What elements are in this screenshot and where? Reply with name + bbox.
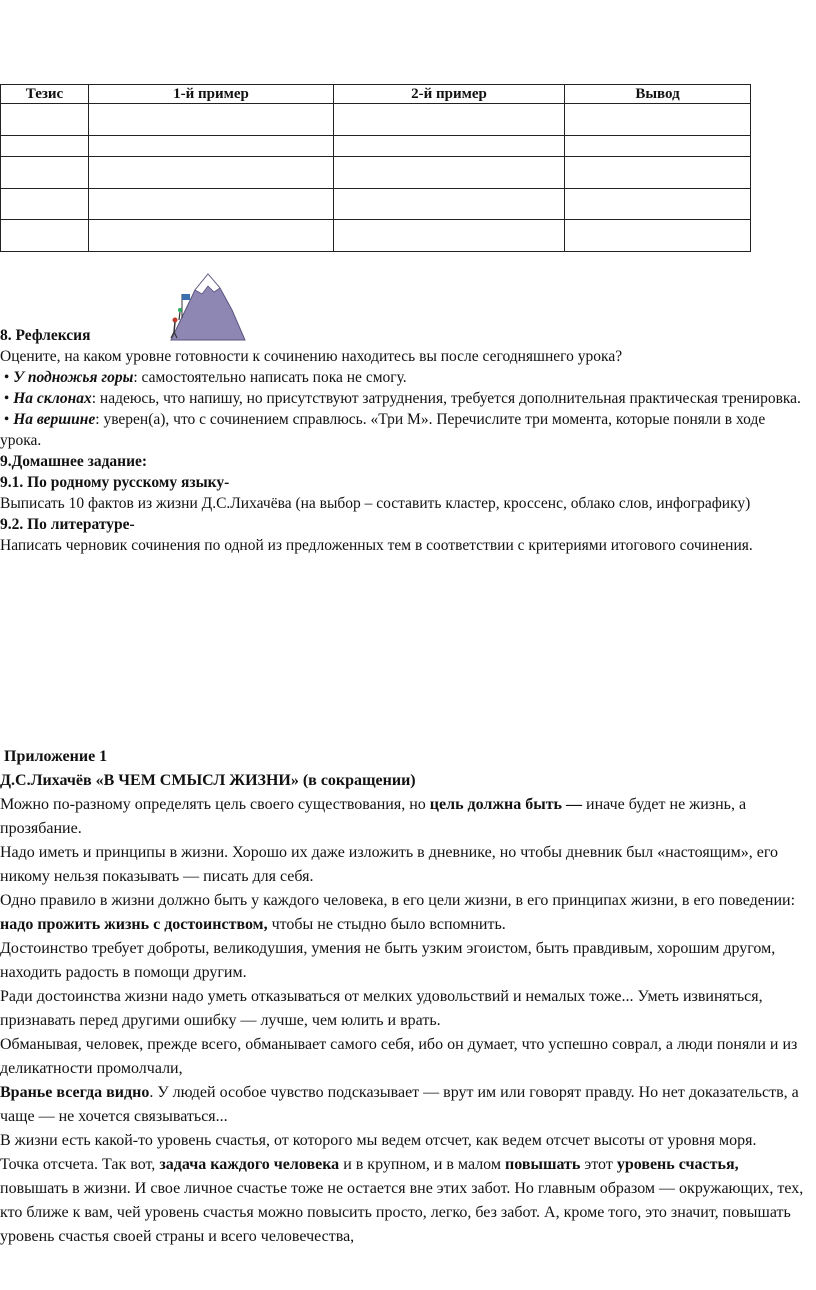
table-row: [1, 104, 751, 136]
table-cell: [89, 157, 334, 189]
reflection-section: [0, 325, 810, 556]
table-cell: [89, 220, 334, 252]
column-header-thesis: Тезис: [1, 85, 89, 104]
table-cell: [565, 104, 751, 136]
appendix-label: Приложение 1: [4, 748, 108, 765]
homework-text-russian: Выписать 10 фактов из жизни Д.С.Лихачёва (на выбор – составить кластер, кроссенс, облако слов, инфографику): [0, 495, 751, 512]
table-cell: [89, 189, 334, 220]
option-label: На вершине: [13, 411, 96, 428]
table-row: [1, 189, 751, 220]
table-cell: [565, 189, 751, 220]
table-cell: [1, 136, 89, 157]
table-cell: [334, 136, 565, 157]
homework-subtitle-russian: 9.1. По родному русскому языку-: [0, 474, 230, 491]
table-header-row: [1, 85, 751, 104]
option-label: На склонах: [13, 390, 92, 407]
column-header-example-1: 1-й пример: [89, 85, 334, 104]
table-cell: [565, 220, 751, 252]
table-cell: [1, 157, 89, 189]
paragraph: Надо иметь и принципы в жизни. Хорошо их даже изложить в дневнике, но чтобы дневник был «настоящим», его никому нельзя показывать — писать для себя.: [0, 844, 778, 885]
paragraph: Ради достоинства жизни надо уметь отказываться от мелких удовольствий и немалых тоже... Уметь извиняться, признавать перед другими ошибку — лучше, чем юлить и врать.: [0, 988, 763, 1029]
homework-text-literature: Написать черновик сочинения по одной из предложенных тем в соответствии с критериями итогового сочинения.: [0, 537, 753, 554]
paragraph: Можно по-разному определять цель своего существования, но цель должна быть — иначе будет не жизнь, а прозябание.: [0, 796, 747, 837]
table-cell: [89, 104, 334, 136]
appendix-section: [0, 745, 810, 1249]
appendix-title: Д.С.Лихачёв «В ЧЕМ СМЫСЛ ЖИЗНИ» (в сокращении): [0, 772, 416, 789]
table-row: [1, 220, 751, 252]
table-row: [1, 157, 751, 189]
column-header-conclusion: Вывод: [565, 85, 751, 104]
column-header-example-2: 2-й пример: [334, 85, 565, 104]
table-cell: [334, 157, 565, 189]
homework-title: 9.Домашнее задание:: [0, 453, 148, 470]
reflection-question: Оцените, на каком уровне готовности к сочинению находитесь вы после сегодняшнего урока?: [0, 348, 623, 365]
table-cell: [334, 220, 565, 252]
table-cell: [334, 104, 565, 136]
paragraph: В жизни есть какой-то уровень счастья, от которого мы ведем отсчет, как ведем отсчет высоты от уровня моря.: [0, 1132, 757, 1149]
thesis-table: [0, 84, 751, 252]
table-cell: [334, 189, 565, 220]
paragraph: Точка отсчета. Так вот, задача каждого человека и в крупном, и в малом повышать этот уровень счастья, повышать в жизни. И свое личное счастье тоже не остается вне этих забот. Но главным образом — окружающих, тех, кто ближе к вам, чей уровень счастья можно повысить просто, легко, без забот. А, кроме того, это значит, повышать уровень счастья своей страны и всего человечества,: [0, 1156, 804, 1245]
table-cell: [565, 157, 751, 189]
table-cell: [89, 136, 334, 157]
table-cell: [1, 189, 89, 220]
table-row: [1, 136, 751, 157]
paragraph: Обманывая, человек, прежде всего, обманывает самого себя, ибо он думает, что успешно соврал, а люди поняли и из деликатности промолчали,: [0, 1036, 798, 1077]
table-cell: [565, 136, 751, 157]
option-label: У подножья горы: [13, 369, 134, 386]
homework-subtitle-literature: 9.2. По литературе-: [0, 516, 135, 533]
reflection-option: • У подножья горы: самостоятельно написать пока не смогу.: [3, 369, 407, 386]
table-cell: [1, 104, 89, 136]
reflection-title: 8. Рефлексия: [0, 327, 91, 344]
paragraph: Достоинство требует доброты, великодушия, умения не быть узким эгоистом, быть правдивым, хорошим другом, находить радость в помощи другим.: [0, 940, 776, 981]
reflection-option: • На вершине: уверен(а), что с сочинением справлюсь. «Три М». Перечислите три момента, которые поняли в ходе урока.: [0, 411, 766, 449]
paragraph: Одно правило в жизни должно быть у каждого человека, в его цели жизни, в его принципах жизни, в его поведении: надо прожить жизнь с достоинством, чтобы не стыдно было вспомнить.: [0, 892, 796, 933]
paragraph: Вранье всегда видно. У людей особое чувство подсказывает — врут им или говорят правду. Но нет доказательств, а чаще — не хочется связываться...: [0, 1084, 799, 1125]
reflection-option: • На склонах: надеюсь, что напишу, но присутствуют затруднения, требуется дополнительная практическая тренировка.: [3, 390, 801, 407]
table-cell: [1, 220, 89, 252]
